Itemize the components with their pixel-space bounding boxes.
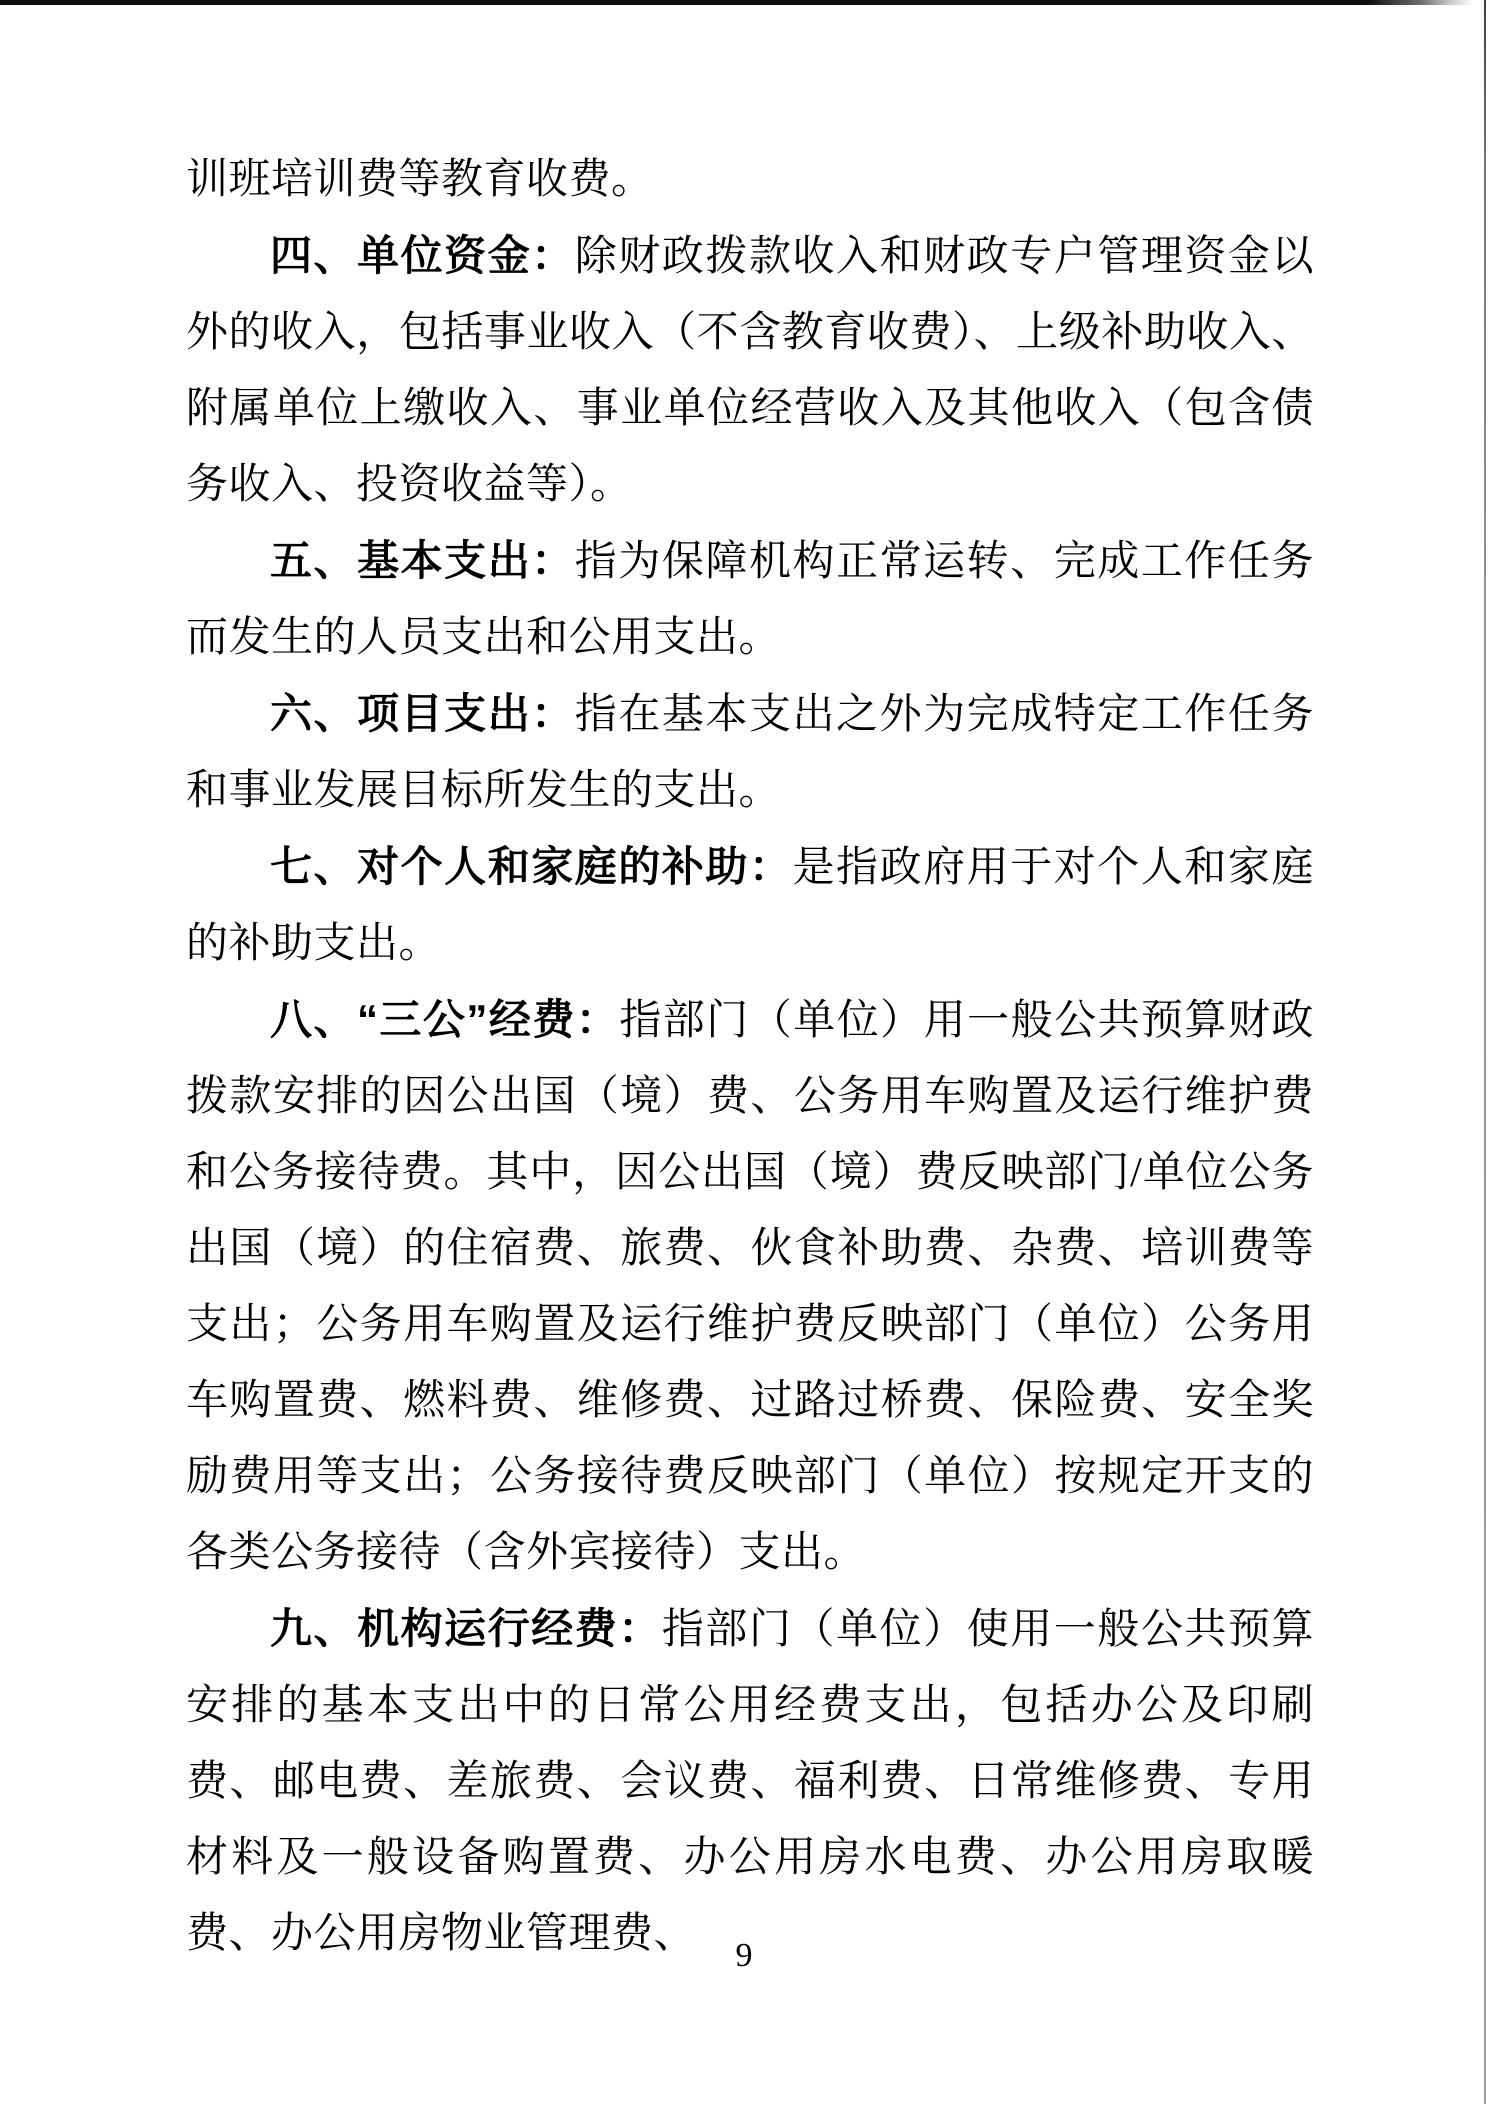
page-number: 9 bbox=[735, 1937, 753, 1974]
term-label: 七、对个人和家庭的补助： bbox=[270, 843, 793, 890]
paragraph-item-6 bbox=[186, 676, 1314, 829]
paragraph-item-4 bbox=[186, 218, 1314, 523]
paragraph-item-7 bbox=[186, 829, 1314, 982]
scan-artifact-top-edge bbox=[0, 0, 1488, 5]
paragraph-text: 指为保障机构正常运转、完成工作任务而发生的人员支出和公用支出。 bbox=[186, 539, 1314, 661]
paragraph-item-8 bbox=[186, 982, 1314, 1591]
scan-artifact-right-edge bbox=[1484, 0, 1486, 2104]
term-label: 九、机构运行经费： bbox=[270, 1605, 662, 1652]
term-label: 四、单位资金： bbox=[270, 232, 575, 279]
body-text-block bbox=[186, 142, 1314, 1972]
paragraph-continuation bbox=[186, 142, 1314, 218]
paragraph-text: 除财政拨款收入和财政专户管理资金以外的收入，包括事业收入（不含教育收费）、上级补助收入、附属单位上缴收入、事业单位经营收入及其他收入（包含债务收入、投资收益等）。 bbox=[186, 234, 1314, 508]
paragraph-text: 指部门（单位）使用一般公共预算安排的基本支出中的日常公用经费支出，包括办公及印刷费、邮电费、差旅费、会议费、福利费、日常维修费、专用材料及一般设备购置费、办公用房水电费、办公用房取暖费、办公用房物业管理费、 bbox=[186, 1607, 1314, 1957]
paragraph-text: 指部门（单位）用一般公共预算财政拨款安排的因公出国（境）费、公务用车购置及运行维护费和公务接待费。其中，因公出国（境）费反映部门/单位公务出国（境）的住宿费、旅费、伙食补助费、杂费、培训费等支出；公务用车购置及运行维护费反映部门（单位）公务用车购置费、燃料费、维修费、过路过桥费、保险费、安全奖励费用等支出；公务接待费反映部门（单位）按规定开支的各类公务接待（含外宾接待）支出。 bbox=[186, 998, 1314, 1576]
term-label: 八、“三公”经费： bbox=[270, 996, 620, 1043]
paragraph-text: 指在基本支出之外为完成特定工作任务和事业发展目标所发生的支出。 bbox=[186, 692, 1314, 814]
paragraph-item-5 bbox=[186, 523, 1314, 676]
paragraph-item-9 bbox=[186, 1591, 1314, 1972]
term-label: 六、项目支出： bbox=[270, 690, 575, 737]
paragraph-text: 训班培训费等教育收费。 bbox=[186, 157, 654, 203]
paragraph-text: 是指政府用于对个人和家庭的补助支出。 bbox=[186, 845, 1314, 967]
term-label: 五、基本支出： bbox=[270, 537, 575, 584]
